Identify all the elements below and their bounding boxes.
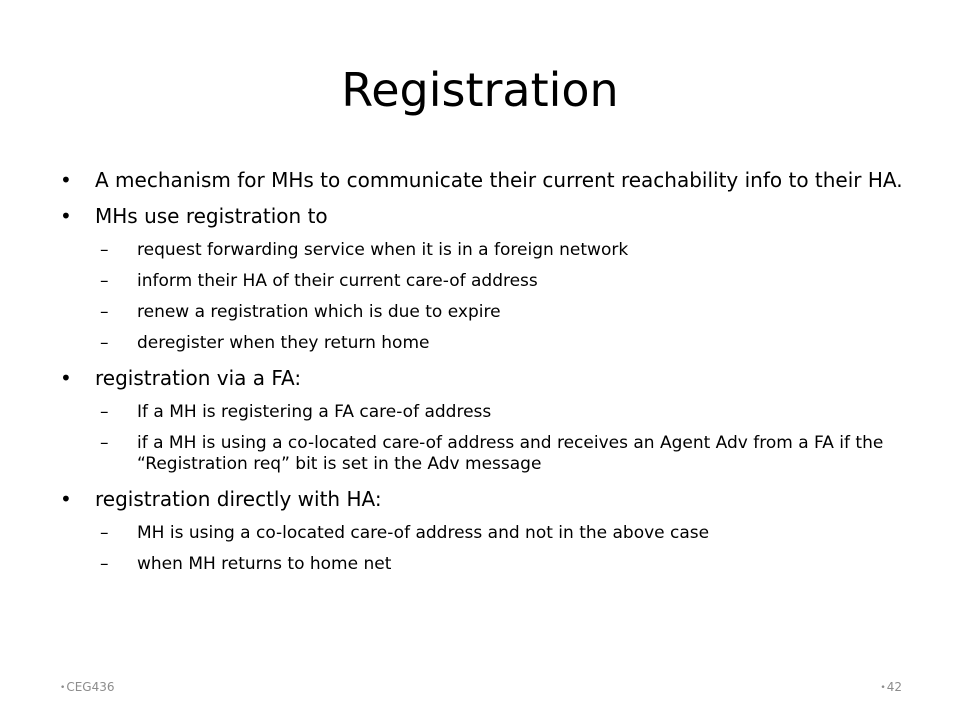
sub-bullet-item: [58, 433, 908, 475]
sub-bullet-item: [58, 554, 908, 575]
bullet-text: MHs use registration to: [95, 204, 328, 228]
dash-marker: –: [100, 523, 109, 543]
bullet-item: [58, 366, 908, 390]
dash-marker: –: [100, 402, 109, 422]
bullet-text: registration directly with HA:: [95, 487, 382, 511]
sub-bullet-item: [58, 402, 908, 423]
footer-course-text: CEG436: [66, 680, 115, 694]
bullet-dot: •: [60, 487, 72, 511]
dash-marker: –: [100, 554, 109, 574]
footer-page-number: [880, 680, 902, 694]
sub-bullet-text: deregister when they return home: [137, 333, 430, 353]
slide-body: [58, 168, 908, 587]
bullet-dot: •: [60, 204, 72, 228]
sub-bullet-text: inform their HA of their current care-of address: [137, 271, 538, 291]
sub-bullet-text: If a MH is registering a FA care-of address: [137, 402, 492, 422]
bullet-item: [58, 487, 908, 511]
bullet-item: [58, 168, 908, 192]
slide-title: Registration: [341, 63, 619, 117]
footer-page-text: 42: [886, 680, 902, 694]
dash-marker: –: [100, 302, 109, 322]
footer-course-code: [60, 680, 114, 694]
dash-marker: –: [100, 271, 109, 291]
sub-bullet-item: [58, 523, 908, 544]
sub-bullet-item: [58, 271, 908, 292]
dash-marker: –: [100, 240, 109, 260]
bullet-text: A mechanism for MHs to communicate their current reachability info to their HA.: [95, 168, 903, 192]
dash-marker: –: [100, 333, 109, 353]
footer-bullet-dot: •: [60, 683, 66, 693]
sub-bullet-item: [58, 333, 908, 354]
sub-bullet-text: if a MH is using a co-located care-of address and receives an Agent Adv from a FA if the “Registration req” bit is set in the Adv message: [137, 433, 884, 474]
sub-bullet-text: when MH returns to home net: [137, 554, 392, 574]
bullet-dot: •: [60, 366, 72, 390]
sub-bullet-text: request forwarding service when it is in a foreign network: [137, 240, 629, 260]
bullet-item: [58, 204, 908, 228]
dash-marker: –: [100, 433, 109, 453]
bullet-text: registration via a FA:: [95, 366, 302, 390]
sub-bullet-item: [58, 240, 908, 261]
sub-bullet-item: [58, 302, 908, 323]
footer-bullet-dot: •: [880, 683, 886, 693]
bullet-dot: •: [60, 168, 72, 192]
sub-bullet-text: MH is using a co-located care-of address and not in the above case: [137, 523, 710, 543]
sub-bullet-text: renew a registration which is due to expire: [137, 302, 501, 322]
